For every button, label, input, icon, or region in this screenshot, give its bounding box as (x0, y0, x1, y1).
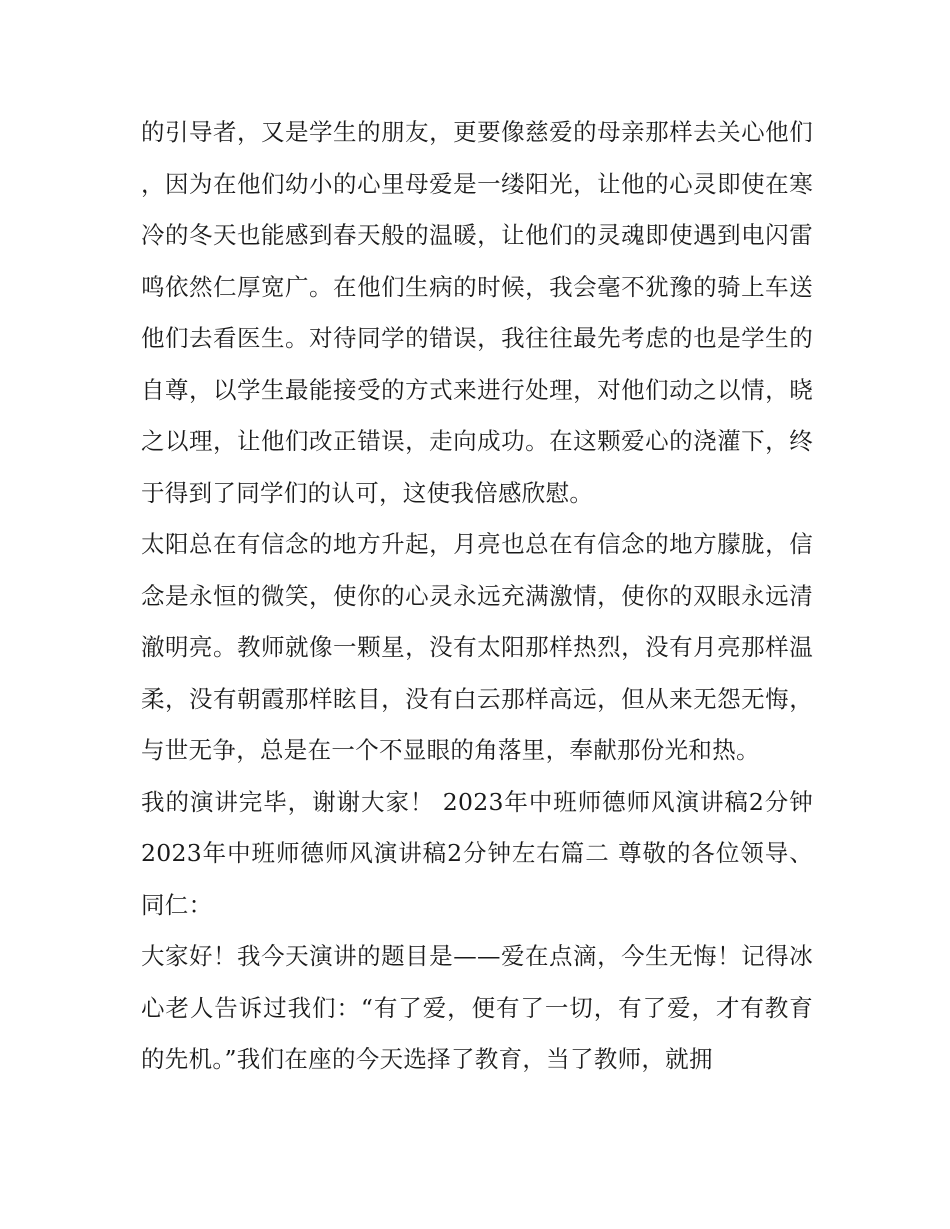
paragraph-2: 太阳总在有信念的地方升起，月亮也总在有信念的地方朦胧，信念是永恒的微笑，使你的心灵永远充满激情，使你的双眼永远清澈明亮。教师就像一颗星，没有太阳那样热烈，没有月亮那样温柔，没有朝霞那样眩目，没有白云那样高远，但从来无怨无悔，与世无争，总是在一个不显眼的角落里，奉献那份光和热。 (141, 530, 813, 764)
document-body (141, 107, 813, 1086)
paragraph-1: 的引导者，又是学生的朋友，更要像慈爱的母亲那样去关心他们，因为在他们幼小的心里母爱是一缕阳光，让他的心灵即使在寒冷的冬天也能感到春天般的温暖，让他们的灵魂即使遇到电闪雷鸣依然仁厚宽广。在他们生病的时候，我会毫不犹豫的骑上车送他们去看医生。对待同学的错误，我往往最先考虑的也是学生的自尊，以学生最能接受的方式来进行处理，对他们动之以情，晓之以理，让他们改正错误，走向成功。在这颗爱心的浇灌下，终于得到了同学们的认可，这使我倍感欣慰。 (141, 118, 813, 507)
paragraph-4: 大家好！我今天演讲的题目是——爱在点滴，今生无悔！记得冰心老人告诉过我们：“有了爱，便有了一切，有了爱，才有教育的先机。”我们在座的今天选择了教育，当了教师，就拥 (141, 942, 813, 1073)
paragraph-3: 我的演讲完毕，谢谢大家！ 2023年中班师德师风演讲稿2分钟 2023年中班师德师风演讲稿2分钟左右篇二 尊敬的各位领导、同仁： (141, 787, 813, 919)
